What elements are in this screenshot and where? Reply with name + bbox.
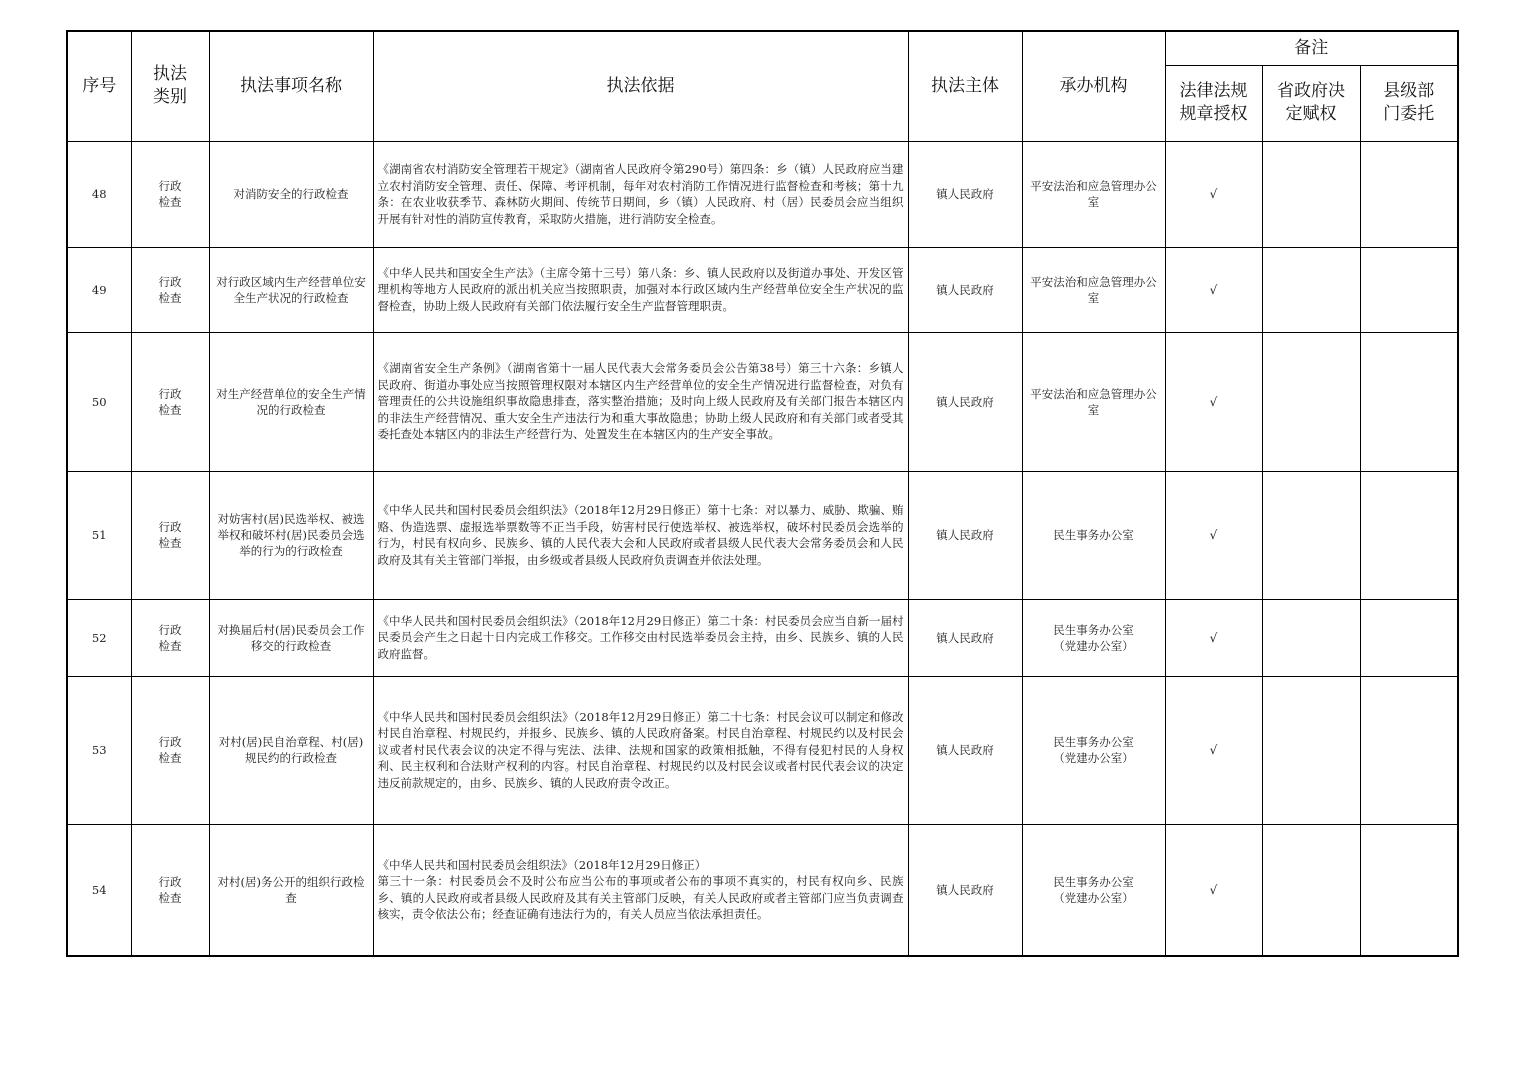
cell-province-auth bbox=[1262, 141, 1360, 247]
cell-agency: 民生事务办公室 （党建办公室） bbox=[1022, 599, 1165, 676]
cell-province-auth bbox=[1262, 824, 1360, 956]
cell-subject: 镇人民政府 bbox=[908, 141, 1022, 247]
cell-category: 行政 检查 bbox=[131, 471, 209, 599]
cell-agency: 民生事务办公室 bbox=[1022, 471, 1165, 599]
cell-seq: 49 bbox=[67, 247, 131, 332]
cell-law-auth: √ bbox=[1165, 599, 1262, 676]
cell-law-auth: √ bbox=[1165, 141, 1262, 247]
header-remarks: 备注 bbox=[1165, 31, 1458, 65]
header-remark-law: 法律法规 规章授权 bbox=[1165, 65, 1262, 141]
cell-item-name: 对换届后村(居)民委员会工作移交的行政检查 bbox=[209, 599, 373, 676]
cell-province-auth bbox=[1262, 599, 1360, 676]
cell-county-auth bbox=[1360, 824, 1458, 956]
cell-basis: 《中华人民共和国村民委员会组织法》（2018年12月29日修正）第十七条：对以暴力、威胁、欺骗、贿赂、伪造选票、虚报选举票数等不正当手段，妨害村民行使选举权、被选举权，破坏村民委员会选举的行为，村民有权向乡、民族乡、镇的人民代表大会和人民政府或者县级人民代表大会常务委员会和人民政府及其有关主管部门举报，由乡级或者县级人民政府负责调查并依法处理。 bbox=[373, 471, 908, 599]
header-remark-county: 县级部 门委托 bbox=[1360, 65, 1458, 141]
cell-law-auth: √ bbox=[1165, 247, 1262, 332]
cell-category: 行政 检查 bbox=[131, 824, 209, 956]
cell-item-name: 对生产经营单位的安全生产情况的行政检查 bbox=[209, 332, 373, 471]
cell-basis: 《湖南省安全生产条例》（湖南省第十一届人民代表大会常务委员会公告第38号）第三十六条：乡镇人民政府、街道办事处应当按照管理权限对本辖区内生产经营单位的安全生产情况进行监督检查，对负有管理责任的公共设施组织事故隐患排查，落实整治措施；及时向上级人民政府及有关部门报告本辖区内的非法生产经营情况、重大安全生产违法行为和重大事故隐患；协助上级人民政府和有关部门或者受其委托查处本辖区内的非法生产经营行为、处置发生在本辖区内的生产安全事故。 bbox=[373, 332, 908, 471]
table-row bbox=[67, 676, 1458, 824]
cell-province-auth bbox=[1262, 332, 1360, 471]
cell-county-auth bbox=[1360, 332, 1458, 471]
cell-basis: 《中华人民共和国村民委员会组织法》（2018年12月29日修正）第二十七条：村民会议可以制定和修改村民自治章程、村规民约，并报乡、民族乡、镇的人民政府备案。村民自治章程、村规民约以及村民会议或者村民代表会议的决定不得与宪法、法律、法规和国家的政策相抵触，不得有侵犯村民的人身权利、民主权利和合法财产权利的内容。村民自治章程、村规民约以及村民会议或者村民代表会议的决定违反前款规定的，由乡、民族乡、镇的人民政府责令改正。 bbox=[373, 676, 908, 824]
cell-law-auth: √ bbox=[1165, 332, 1262, 471]
table-row bbox=[67, 471, 1458, 599]
cell-law-auth: √ bbox=[1165, 471, 1262, 599]
cell-basis: 《湖南省农村消防安全管理若干规定》（湖南省人民政府令第290号）第四条：乡（镇）人民政府应当建立农村消防安全管理、责任、保障、考评机制，每年对农村消防工作情况进行监督检查和考核；第十九条：在农业收获季节、森林防火期间、传统节日期间，乡（镇）人民政府、村（居）民委员会应当组织开展有针对性的消防宣传教育，采取防火措施，进行消防安全检查。 bbox=[373, 141, 908, 247]
cell-subject: 镇人民政府 bbox=[908, 332, 1022, 471]
cell-item-name: 对行政区域内生产经营单位安全生产状况的行政检查 bbox=[209, 247, 373, 332]
enforcement-items-table bbox=[66, 30, 1459, 957]
cell-seq: 51 bbox=[67, 471, 131, 599]
header-category: 执法 类别 bbox=[131, 31, 209, 141]
header-subject: 执法主体 bbox=[908, 31, 1022, 141]
cell-item-name: 对村(居)务公开的组织行政检查 bbox=[209, 824, 373, 956]
cell-agency: 民生事务办公室 （党建办公室） bbox=[1022, 676, 1165, 824]
cell-county-auth bbox=[1360, 676, 1458, 824]
cell-county-auth bbox=[1360, 141, 1458, 247]
cell-seq: 50 bbox=[67, 332, 131, 471]
cell-basis: 《中华人民共和国村民委员会组织法》（2018年12月29日修正） 第三十一条：村民委员会不及时公布应当公布的事项或者公布的事项不真实的，村民有权向乡、民族乡、镇的人民政府或者县级人民政府及其有关主管部门反映，有关人民政府或者主管部门应当负责调查核实，责令依法公布；经查证确有违法行为的，有关人员应当依法承担责任。 bbox=[373, 824, 908, 956]
cell-basis: 《中华人民共和国村民委员会组织法》（2018年12月29日修正）第二十条：村民委员会应当自新一届村民委员会产生之日起十日内完成工作移交。工作移交由村民选举委员会主持，由乡、民族乡、镇的人民政府监督。 bbox=[373, 599, 908, 676]
cell-subject: 镇人民政府 bbox=[908, 471, 1022, 599]
cell-category: 行政 检查 bbox=[131, 332, 209, 471]
header-item-name: 执法事项名称 bbox=[209, 31, 373, 141]
cell-seq: 48 bbox=[67, 141, 131, 247]
cell-seq: 52 bbox=[67, 599, 131, 676]
cell-county-auth bbox=[1360, 471, 1458, 599]
cell-county-auth bbox=[1360, 247, 1458, 332]
table-row bbox=[67, 599, 1458, 676]
cell-seq: 54 bbox=[67, 824, 131, 956]
table-row bbox=[67, 247, 1458, 332]
table-row bbox=[67, 141, 1458, 247]
cell-agency: 平安法治和应急管理办公室 bbox=[1022, 332, 1165, 471]
cell-item-name: 对村(居)民自治章程、村(居)规民约的行政检查 bbox=[209, 676, 373, 824]
cell-agency: 平安法治和应急管理办公室 bbox=[1022, 247, 1165, 332]
cell-category: 行政 检查 bbox=[131, 676, 209, 824]
cell-subject: 镇人民政府 bbox=[908, 824, 1022, 956]
cell-item-name: 对消防安全的行政检查 bbox=[209, 141, 373, 247]
cell-province-auth bbox=[1262, 676, 1360, 824]
cell-county-auth bbox=[1360, 599, 1458, 676]
cell-category: 行政 检查 bbox=[131, 247, 209, 332]
cell-category: 行政 检查 bbox=[131, 141, 209, 247]
cell-basis: 《中华人民共和国安全生产法》（主席令第十三号）第八条：乡、镇人民政府以及街道办事处、开发区管理机构等地方人民政府的派出机关应当按照职责，加强对本行政区域内生产经营单位安全生产状况的监督检查，协助上级人民政府有关部门依法履行安全生产监督管理职责。 bbox=[373, 247, 908, 332]
header-remark-province: 省政府决 定赋权 bbox=[1262, 65, 1360, 141]
cell-agency: 平安法治和应急管理办公室 bbox=[1022, 141, 1165, 247]
header-agency: 承办机构 bbox=[1022, 31, 1165, 141]
table-row bbox=[67, 824, 1458, 956]
cell-item-name: 对妨害村(居)民选举权、被选举权和破坏村(居)民委员会选举的行为的行政检查 bbox=[209, 471, 373, 599]
cell-agency: 民生事务办公室 （党建办公室） bbox=[1022, 824, 1165, 956]
cell-law-auth: √ bbox=[1165, 824, 1262, 956]
header-basis: 执法依据 bbox=[373, 31, 908, 141]
cell-subject: 镇人民政府 bbox=[908, 247, 1022, 332]
cell-category: 行政 检查 bbox=[131, 599, 209, 676]
cell-law-auth: √ bbox=[1165, 676, 1262, 824]
cell-subject: 镇人民政府 bbox=[908, 599, 1022, 676]
cell-province-auth bbox=[1262, 247, 1360, 332]
cell-seq: 53 bbox=[67, 676, 131, 824]
header-seq: 序号 bbox=[67, 31, 131, 141]
table-row bbox=[67, 332, 1458, 471]
cell-subject: 镇人民政府 bbox=[908, 676, 1022, 824]
cell-province-auth bbox=[1262, 471, 1360, 599]
